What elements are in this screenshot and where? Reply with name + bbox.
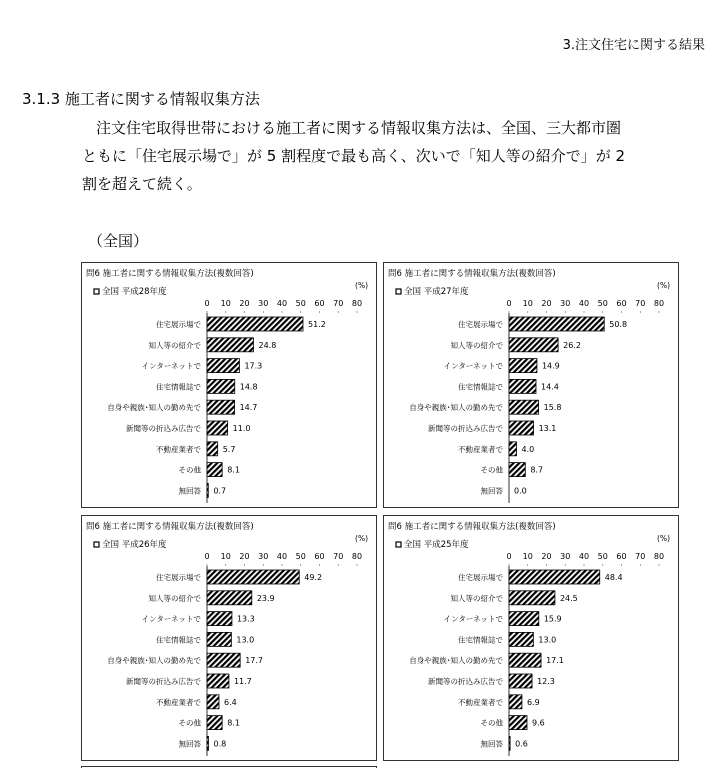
category-label: インターネットで xyxy=(141,361,201,371)
bar xyxy=(207,442,218,456)
tick-label: 10 xyxy=(220,552,231,561)
paragraph-line: ともに「住宅展示場で」が 5 割程度で最も高く、次いで「知人等の紹介で」が 2 xyxy=(82,147,626,165)
tick-label: 50 xyxy=(597,299,608,308)
category-label: 自身や親族･知人の勤め先で xyxy=(409,656,503,666)
tick-label: 10 xyxy=(220,299,231,308)
tick-label: 80 xyxy=(351,299,363,308)
category-label: インターネットで xyxy=(141,614,201,624)
bar xyxy=(509,359,537,373)
chart-title: 問6 施工者に関する情報収集方法(複数回答) xyxy=(388,269,556,279)
data-label: 6.4 xyxy=(224,697,237,707)
data-label: 26.2 xyxy=(563,340,581,350)
chart-h26 xyxy=(81,515,377,761)
category-label: 新聞等の折込み広告で xyxy=(126,677,201,686)
category-label: 不動産業者で xyxy=(156,697,201,707)
bar xyxy=(207,570,299,584)
data-label: 8.7 xyxy=(530,465,544,475)
bar xyxy=(509,736,510,750)
category-label: 住宅情報誌で xyxy=(458,382,503,392)
data-label: 14.9 xyxy=(541,361,560,371)
bar xyxy=(207,716,222,730)
tick-label: 30 xyxy=(560,299,571,308)
paragraph-line: 注文住宅取得世帯における施工者に関する情報収集方法は、全国、三大都市圏 xyxy=(96,119,622,137)
data-label: 17.7 xyxy=(245,656,263,666)
legend-label: 全国 平成26年度 xyxy=(102,540,167,550)
unit-label: (%) xyxy=(355,534,368,543)
body-paragraph xyxy=(82,114,702,198)
data-label: 11.0 xyxy=(232,424,251,433)
chart-svg xyxy=(82,516,378,762)
tick-label: 40 xyxy=(276,552,288,561)
legend-swatch xyxy=(94,542,99,547)
bar xyxy=(207,632,231,646)
bar xyxy=(509,674,532,688)
bar xyxy=(207,317,303,331)
category-label: 新聞等の折込み広告で xyxy=(428,677,503,686)
bar xyxy=(509,379,536,393)
tick-label: 20 xyxy=(239,299,250,308)
data-label: 0.0 xyxy=(514,486,527,496)
category-label: 無回答 xyxy=(178,486,201,496)
legend-label: 全国 平成27年度 xyxy=(404,287,469,297)
bar xyxy=(207,359,239,373)
data-label: 17.3 xyxy=(244,361,263,371)
bar xyxy=(509,653,541,667)
data-label: 5.7 xyxy=(222,444,236,454)
data-label: 17.1 xyxy=(546,656,564,666)
tick-label: 80 xyxy=(653,552,665,561)
category-label: 知人等の紹介で xyxy=(148,593,201,603)
chart-title: 問6 施工者に関する情報収集方法(複数回答) xyxy=(86,522,254,532)
category-label: 知人等の紹介で xyxy=(450,593,503,603)
category-label: 知人等の紹介で xyxy=(148,340,201,350)
category-label: 新聞等の折込み広告で xyxy=(126,424,201,433)
category-label: 住宅展示場で xyxy=(458,573,503,582)
bar xyxy=(509,421,534,435)
data-label: 14.7 xyxy=(239,403,258,413)
data-label: 24.8 xyxy=(258,340,277,350)
tick-label: 0 xyxy=(204,299,210,308)
data-label: 49.2 xyxy=(304,573,323,582)
data-label: 0.7 xyxy=(213,486,227,496)
data-label: 14.4 xyxy=(541,382,559,392)
unit-label: (%) xyxy=(657,534,670,543)
section-header: 3.注文住宅に関する結果 xyxy=(562,38,705,53)
tick-label: 0 xyxy=(506,552,512,561)
bar xyxy=(509,400,539,414)
category-label: 知人等の紹介で xyxy=(450,340,503,350)
tick-label: 50 xyxy=(295,552,306,561)
bar xyxy=(509,591,555,605)
legend-swatch xyxy=(94,289,99,294)
tick-label: 20 xyxy=(239,552,250,561)
bar xyxy=(509,463,525,477)
category-label: 住宅情報誌で xyxy=(156,635,201,645)
legend-label: 全国 平成28年度 xyxy=(102,287,167,297)
tick-label: 40 xyxy=(276,299,288,308)
category-label: 無回答 xyxy=(480,486,503,496)
tick-label: 70 xyxy=(333,552,344,561)
category-label: その他 xyxy=(178,718,201,728)
category-label: その他 xyxy=(178,465,201,475)
tick-label: 80 xyxy=(351,552,363,561)
category-label: 不動産業者で xyxy=(156,444,201,454)
data-label: 24.5 xyxy=(559,593,578,603)
bar xyxy=(207,736,209,750)
category-label: 自身や親族･知人の勤め先で xyxy=(107,403,201,413)
section-heading: 3.1.3 施工者に関する情報収集方法 xyxy=(22,90,260,108)
tick-label: 40 xyxy=(578,299,590,308)
data-label: 23.9 xyxy=(256,593,275,603)
data-label: 11.7 xyxy=(233,677,252,686)
bar xyxy=(509,317,604,331)
tick-label: 0 xyxy=(506,299,512,308)
category-label: インターネットで xyxy=(443,361,503,371)
data-label: 0.8 xyxy=(213,739,227,749)
chart-svg xyxy=(384,516,680,762)
data-label: 50.8 xyxy=(609,320,628,329)
tick-label: 50 xyxy=(597,552,608,561)
tick-label: 40 xyxy=(578,552,590,561)
bar xyxy=(207,463,222,477)
tick-label: 10 xyxy=(522,552,533,561)
data-label: 0.6 xyxy=(515,739,528,749)
data-label: 13.0 xyxy=(538,635,557,645)
tick-label: 60 xyxy=(616,552,627,561)
tick-label: 50 xyxy=(295,299,306,308)
category-label: 住宅展示場で xyxy=(156,320,201,329)
category-label: 不動産業者で xyxy=(458,444,503,454)
region-label: （全国） xyxy=(88,232,149,250)
bar xyxy=(509,695,522,709)
category-label: 住宅展示場で xyxy=(458,320,503,329)
data-label: 6.9 xyxy=(526,697,540,707)
tick-label: 70 xyxy=(635,299,646,308)
category-label: 自身や親族･知人の勤め先で xyxy=(107,656,201,666)
chart-title: 問6 施工者に関する情報収集方法(複数回答) xyxy=(86,269,254,279)
chart-h25 xyxy=(383,515,679,761)
tick-label: 80 xyxy=(653,299,665,308)
bar xyxy=(207,612,232,626)
data-label: 9.6 xyxy=(532,718,545,728)
bar xyxy=(509,338,558,352)
data-label: 15.8 xyxy=(543,403,562,413)
category-label: 住宅情報誌で xyxy=(156,382,201,392)
tick-label: 60 xyxy=(616,299,627,308)
data-label: 51.2 xyxy=(308,320,326,329)
bar xyxy=(509,612,539,626)
chart-svg xyxy=(384,263,680,509)
data-label: 8.1 xyxy=(227,718,240,728)
legend-swatch xyxy=(396,542,401,547)
bar xyxy=(509,632,533,646)
bar xyxy=(207,400,235,414)
chart-h27 xyxy=(383,262,679,508)
unit-label: (%) xyxy=(355,281,368,290)
tick-label: 30 xyxy=(560,552,571,561)
bar xyxy=(207,483,208,497)
legend-swatch xyxy=(396,289,401,294)
tick-label: 60 xyxy=(314,552,325,561)
category-label: 住宅展示場で xyxy=(156,573,201,582)
data-label: 8.1 xyxy=(227,465,240,475)
tick-label: 10 xyxy=(522,299,533,308)
bar xyxy=(509,570,600,584)
bar xyxy=(207,674,229,688)
bar xyxy=(207,338,254,352)
unit-label: (%) xyxy=(657,281,670,290)
data-label: 13.0 xyxy=(236,635,255,645)
data-label: 15.9 xyxy=(543,614,562,624)
bar xyxy=(207,695,219,709)
tick-label: 70 xyxy=(333,299,344,308)
category-label: その他 xyxy=(480,465,503,475)
chart-title: 問6 施工者に関する情報収集方法(複数回答) xyxy=(388,522,556,532)
category-label: 無回答 xyxy=(178,739,201,749)
data-label: 14.8 xyxy=(239,382,258,392)
category-label: 住宅情報誌で xyxy=(458,635,503,645)
bar xyxy=(207,421,228,435)
category-label: 新聞等の折込み広告で xyxy=(428,424,503,433)
category-label: 無回答 xyxy=(480,739,503,749)
data-label: 13.3 xyxy=(236,614,255,624)
data-label: 12.3 xyxy=(537,677,555,686)
category-label: インターネットで xyxy=(443,614,503,624)
legend-label: 全国 平成25年度 xyxy=(404,540,469,550)
data-label: 13.1 xyxy=(538,424,557,433)
paragraph-line: 割を超えて続く。 xyxy=(82,175,202,193)
bar xyxy=(207,591,252,605)
category-label: 不動産業者で xyxy=(458,697,503,707)
chart-h28 xyxy=(81,262,377,508)
chart-svg xyxy=(82,263,378,509)
bar xyxy=(207,653,240,667)
bar xyxy=(509,442,517,456)
bar xyxy=(509,716,527,730)
category-label: 自身や親族･知人の勤め先で xyxy=(409,403,503,413)
data-label: 48.4 xyxy=(604,573,623,582)
tick-label: 30 xyxy=(258,299,269,308)
tick-label: 30 xyxy=(258,552,269,561)
category-label: その他 xyxy=(480,718,503,728)
tick-label: 60 xyxy=(314,299,325,308)
data-label: 4.0 xyxy=(521,444,535,454)
tick-label: 20 xyxy=(541,299,552,308)
bar xyxy=(207,379,235,393)
tick-label: 20 xyxy=(541,552,552,561)
tick-label: 0 xyxy=(204,552,210,561)
tick-label: 70 xyxy=(635,552,646,561)
